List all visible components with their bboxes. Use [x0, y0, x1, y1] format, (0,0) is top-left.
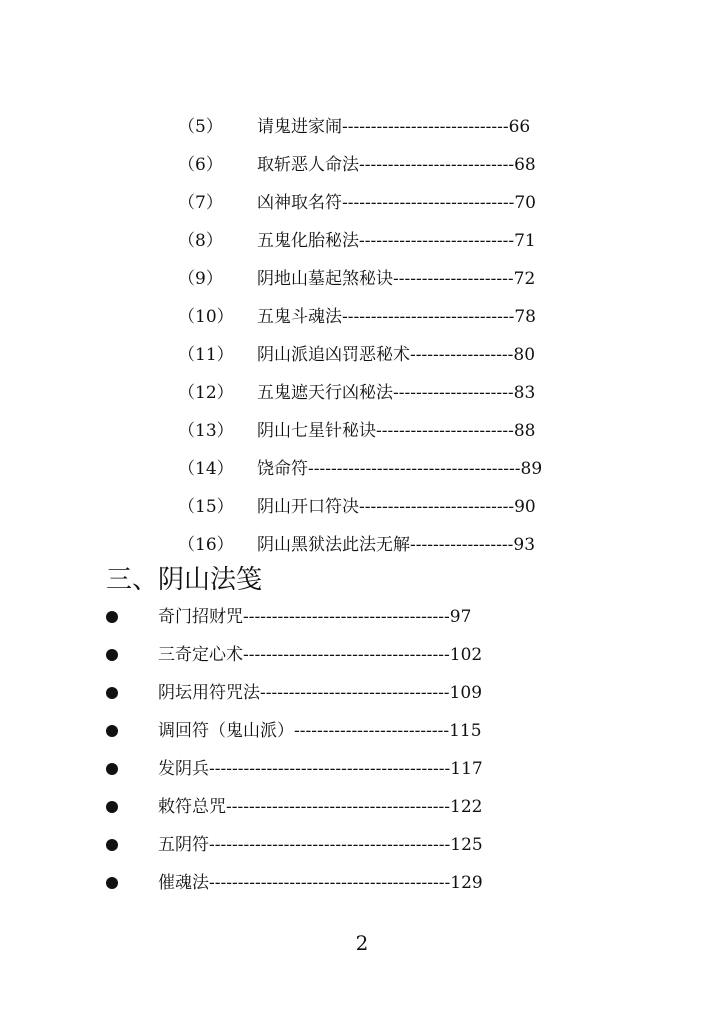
bullet-dot-icon [106, 839, 118, 851]
bullet-list [0, 598, 724, 902]
bullet-dot-icon [106, 687, 118, 699]
bullet-dot-icon [106, 801, 118, 813]
toc-row[interactable] [0, 336, 724, 374]
toc-number: （13） [178, 421, 234, 441]
bullet-row[interactable] [0, 598, 724, 636]
toc-entry: 五鬼遮天行凶秘法---------------------83 [257, 383, 536, 403]
bullet-row[interactable] [0, 636, 724, 674]
bullet-dot-icon [106, 877, 118, 889]
bullet-entry: 三奇定心术------------------------------------102 [158, 645, 483, 665]
toc-row[interactable] [0, 222, 724, 260]
bullet-entry: 发阴兵------------------------------------------117 [158, 759, 483, 779]
toc-entry: 阴山派追凶罚恶秘术------------------80 [257, 345, 536, 365]
toc-entry: 阴山黑狱法此法无解------------------93 [257, 535, 536, 555]
bullet-row[interactable] [0, 788, 724, 826]
toc-number: （6） [178, 155, 223, 175]
toc-row[interactable] [0, 374, 724, 412]
bullet-entry: 催魂法------------------------------------------129 [158, 873, 483, 893]
toc-row[interactable] [0, 412, 724, 450]
toc-entry: 凶神取名符------------------------------70 [257, 193, 536, 213]
toc-entry: 阴地山墓起煞秘诀---------------------72 [257, 269, 536, 289]
toc-row[interactable] [0, 108, 724, 146]
bullet-entry: 敕符总咒---------------------------------------122 [158, 797, 483, 817]
section-heading: 三、阴山法笺 [106, 565, 263, 595]
toc-number: （9） [178, 269, 223, 289]
bullet-dot-icon [106, 649, 118, 661]
bullet-dot-icon [106, 611, 118, 623]
toc-row[interactable] [0, 526, 724, 564]
bullet-row[interactable] [0, 750, 724, 788]
toc-row[interactable] [0, 146, 724, 184]
toc-row[interactable] [0, 488, 724, 526]
toc-row[interactable] [0, 298, 724, 336]
page-number: 2 [355, 931, 369, 955]
toc-entry: 饶命符-------------------------------------89 [257, 459, 543, 479]
toc-entry: 五鬼化胎秘法---------------------------71 [257, 231, 536, 251]
bullet-dot-icon [106, 763, 118, 775]
toc-row[interactable] [0, 450, 724, 488]
toc-number: （12） [178, 383, 234, 403]
toc-number: （5） [178, 117, 223, 137]
toc-number: （7） [178, 193, 223, 213]
toc-number: （14） [178, 459, 234, 479]
toc-entry: 阴山开口符决---------------------------90 [257, 497, 536, 517]
bullet-entry: 调回符（鬼山派）---------------------------115 [158, 721, 482, 741]
bullet-dot-icon [106, 725, 118, 737]
toc-entry: 取斩恶人命法---------------------------68 [257, 155, 536, 175]
toc-list [0, 108, 724, 564]
bullet-row[interactable] [0, 826, 724, 864]
toc-entry: 五鬼斗魂法------------------------------78 [257, 307, 536, 327]
bullet-entry: 五阴符------------------------------------------125 [158, 835, 483, 855]
toc-number: （16） [178, 535, 234, 555]
toc-number: （10） [178, 307, 234, 327]
bullet-row[interactable] [0, 674, 724, 712]
toc-number: （15） [178, 497, 234, 517]
toc-entry: 阴山七星针秘诀------------------------88 [257, 421, 536, 441]
toc-row[interactable] [0, 184, 724, 222]
bullet-entry: 奇门招财咒------------------------------------97 [158, 607, 472, 627]
bullet-row[interactable] [0, 712, 724, 750]
toc-number: （8） [178, 231, 223, 251]
bullet-entry: 阴坛用符咒法---------------------------------109 [158, 683, 483, 703]
bullet-row[interactable] [0, 864, 724, 902]
toc-entry: 请鬼进家闹-----------------------------66 [257, 117, 531, 137]
toc-row[interactable] [0, 260, 724, 298]
toc-number: （11） [178, 345, 234, 365]
